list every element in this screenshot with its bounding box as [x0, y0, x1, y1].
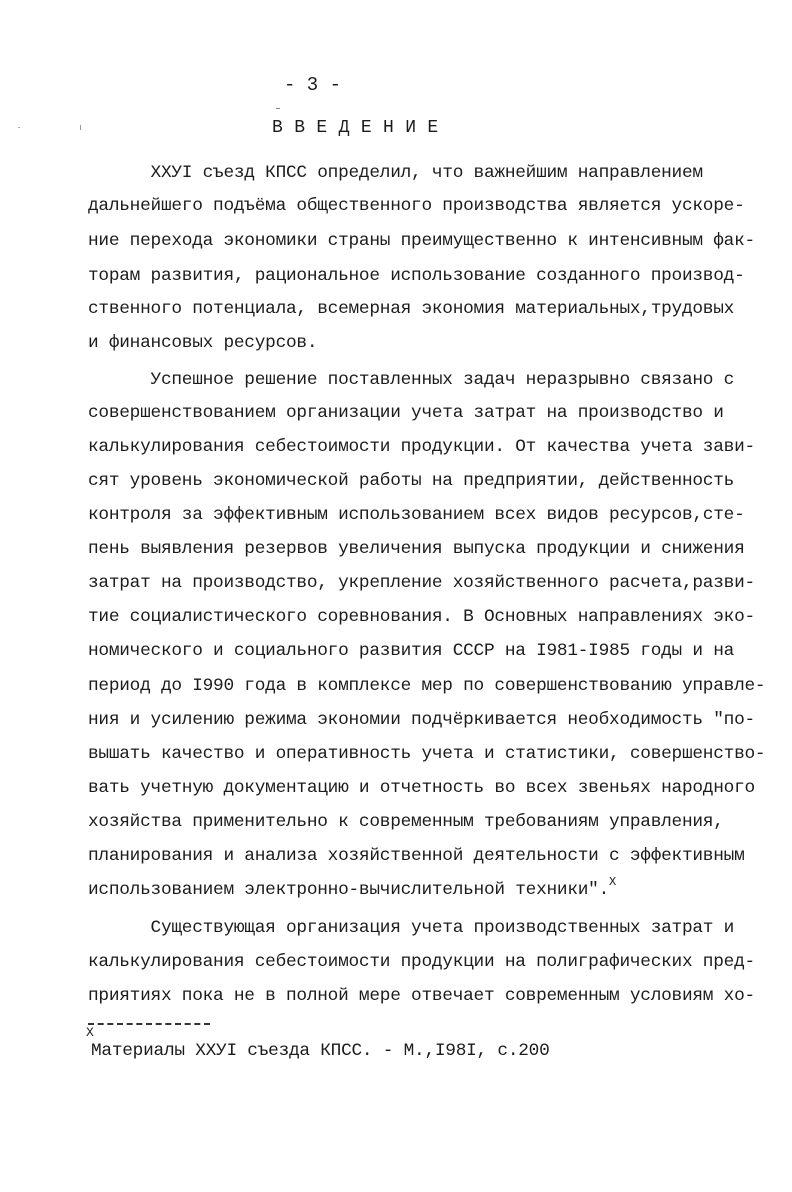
text-line: тие социалистического соревнования. В Основных направлениях эко-	[88, 607, 755, 627]
text-line: пень выявления резервов увеличения выпуска продукции и снижения	[88, 539, 745, 559]
scan-speck	[80, 125, 81, 130]
text-line: период до I990 года в комплексе мер по совершенствованию управле-	[88, 676, 766, 696]
scan-speck	[276, 108, 280, 109]
text-line: приятиях пока не в полной мере отвечает современным условиям хо-	[88, 986, 755, 1006]
text-line: ХХУI съезд КПСС определил, что важнейшим направлением	[88, 163, 703, 183]
text-line: дальнейшего подъёма общественного производства является ускоре-	[88, 196, 745, 216]
scan-speck	[18, 127, 20, 128]
text-line: Успешное решение поставленных задач неразрывно связано с	[88, 370, 735, 390]
text-line: вышать качество и оперативность учета и статистики, совершенство-	[88, 744, 766, 764]
text-line: калькулирования себестоимости продукции. От качества учета зави-	[88, 437, 755, 457]
text-line: затрат на производство, укрепление хозяйственного расчета,разви-	[88, 573, 755, 593]
page-number: - 3 -	[284, 74, 342, 96]
text-line-content: использованием электронно-вычислительной техники".	[88, 880, 610, 900]
footnote-marker: X	[86, 1025, 94, 1040]
text-line: торам развития, рациональное использование созданного производ-	[88, 266, 745, 286]
text-line	[88, 875, 616, 901]
text-line: вать учетную документацию и отчетность во всех звеньях народного	[88, 778, 755, 798]
section-title: В В Е Д Е Н И Е	[272, 118, 439, 138]
footnote-text: Материалы ХХУI съезда КПСС. - М.,I98I, с.200	[91, 1041, 550, 1061]
text-line: калькулирования себестоимости продукции на полиграфических пред-	[88, 952, 755, 972]
text-line: контроля за эффективным использованием всех видов ресурсов,сте-	[88, 505, 745, 525]
text-line: совершенствованием организации учета затрат на производство и	[88, 403, 724, 423]
text-line: ственного потенциала, всемерная экономия материальных,трудовых	[88, 299, 735, 319]
text-line: и финансовых ресурсов.	[88, 333, 318, 353]
text-line: хозяйства применительно к современным требованиям управления,	[88, 812, 724, 832]
footnote-separator	[88, 1023, 210, 1025]
text-line: номического и социального развития СССР на I981-I985 годы и на	[88, 641, 735, 661]
text-line: планирования и анализа хозяйственной деятельности с эффективным	[88, 846, 745, 866]
text-line: ния и усилению режима экономии подчёркивается необходимость "по-	[88, 710, 755, 730]
text-line: сят уровень экономической работы на предприятии, действенность	[88, 471, 735, 491]
text-line: Существующая организация учета производственных затрат и	[88, 918, 735, 938]
text-line: ние перехода экономики страны преимущественно к интенсивным фак-	[88, 231, 755, 251]
footnote-reference: X	[609, 875, 616, 889]
